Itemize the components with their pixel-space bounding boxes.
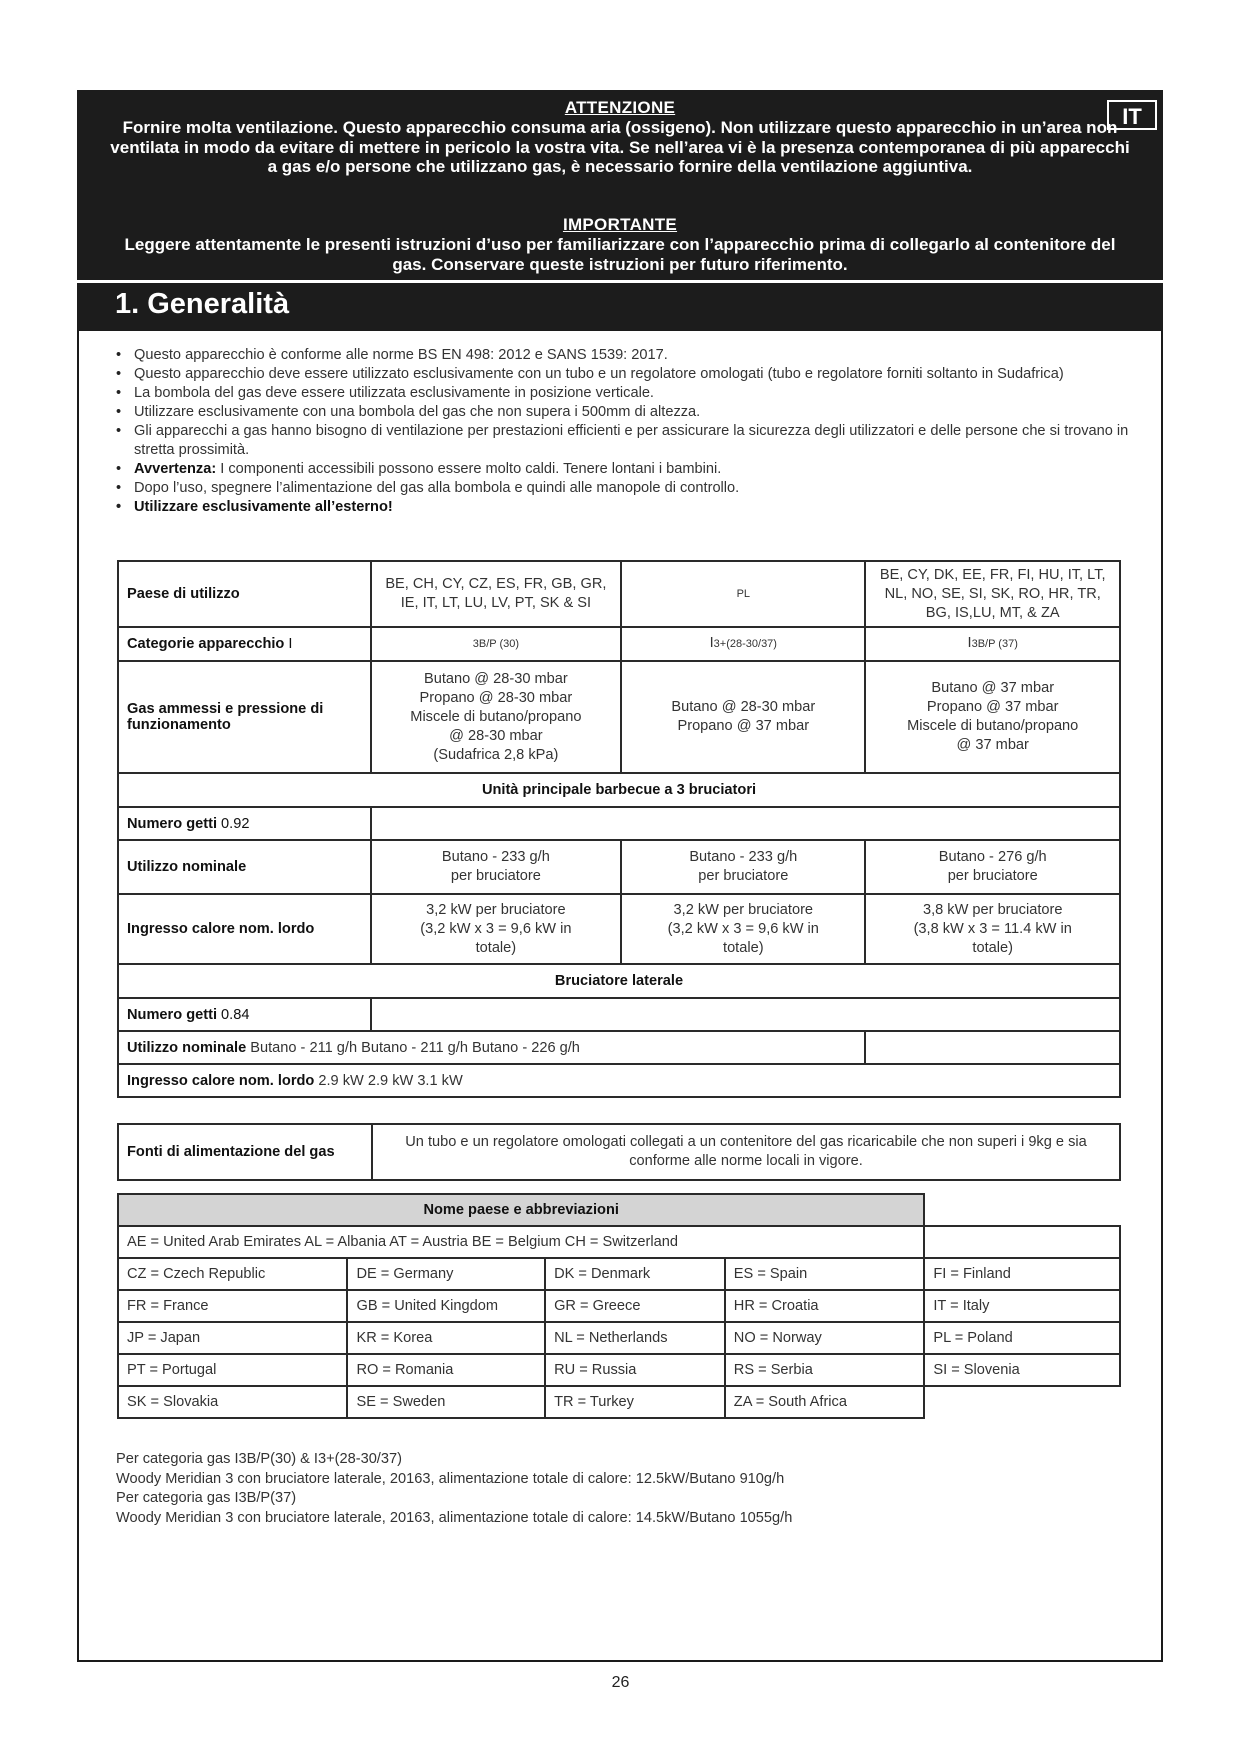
table-row — [118, 1258, 1120, 1290]
table-cell: DE = Germany — [347, 1258, 545, 1290]
note-line: Woody Meridian 3 con bruciatore laterale, 20163, alimentazione totale di calore: 14.5kW/Butano 1055g/h — [116, 1509, 793, 1526]
fuel-text: Un tubo e un regolatore omologati collegati a un contenitore del gas ricaricabile che non superi i 9kg e sia conforme alle norme locali in vigore. — [372, 1124, 1120, 1180]
list-item: • Gli apparecchi a gas hanno bisogno di ventilazione per prestazioni efficienti e per assicurare la sicurezza degli utilizzatori e delle persone che si trovano in stretta prossimità. — [116, 422, 1146, 460]
list-item: • Questo apparecchio è conforme alle norme BS EN 498: 2012 e SANS 1539: 2017. — [116, 346, 1146, 365]
page-number: 26 — [611, 1674, 630, 1691]
important-text: Leggere attentamente le presenti istruzioni d’uso per familiarizzare con l’apparecchio prima di collegarlo al contenitore del gas. Conservare queste istruzioni per futuro riferimento. — [124, 235, 1116, 274]
warning-box — [77, 90, 1163, 280]
warning-item-text: I componenti accessibili possono essere molto caldi. Tenere lontani i bambini. — [216, 461, 722, 477]
category-value: 3B/P (37) — [971, 638, 1018, 650]
country-label: Paese di utilizzo — [118, 561, 371, 627]
table-cell: SI = Slovenia — [924, 1354, 1120, 1386]
category-value: 3+(28-30/37) — [713, 638, 777, 650]
empty-cell — [865, 1031, 1120, 1064]
table-cell: ZA = South Africa — [725, 1386, 925, 1418]
list-item: • La bombola del gas deve essere utilizzata esclusivamente in posizione verticale. — [116, 384, 1146, 403]
gas-cell — [865, 661, 1120, 773]
usage-line: Butano - 233 g/h — [441, 849, 550, 865]
gas-cell — [371, 661, 622, 773]
category-cell — [865, 627, 1120, 661]
table-cell: PL = Poland — [924, 1322, 1120, 1354]
gas-line: Butano @ 28-30 mbar — [423, 670, 568, 687]
category-label — [118, 627, 371, 661]
heat-cell — [865, 894, 1120, 964]
spec-table — [117, 560, 1121, 1098]
table-cell: FI = Finland — [924, 1258, 1120, 1290]
gas-line: Miscele di butano/propano — [410, 708, 582, 725]
gas-line: @ 37 mbar — [956, 737, 1029, 753]
usage-line: per bruciatore — [698, 868, 789, 884]
category-label-text: Categorie apparecchio — [127, 636, 285, 652]
empty-cell — [371, 998, 1120, 1031]
empty-cell — [371, 807, 1120, 840]
heat-line: (3,2 kW x 3 = 9,6 kW in — [667, 920, 819, 937]
jets-main-label — [118, 807, 371, 840]
heat-line: 3,2 kW per bruciatore — [426, 901, 566, 918]
table-cell: GR = Greece — [545, 1290, 725, 1322]
note-line: Per categoria gas I3B/P(37) — [116, 1490, 297, 1506]
jets-main-value: 0.92 — [217, 815, 250, 832]
table-cell: SK = Slovakia — [118, 1386, 347, 1418]
category-cell — [621, 627, 865, 661]
language-badge: IT — [1107, 100, 1157, 130]
usage-side-label: Utilizzo nominale — [127, 1039, 247, 1056]
gas-label: Gas ammessi e pressione di funzionamento — [118, 661, 371, 773]
usage-line: Butano - 276 g/h — [938, 849, 1047, 865]
heat-line: 3,8 kW per bruciatore — [922, 901, 1063, 918]
jets-side-value: 0.84 — [217, 1006, 250, 1023]
gas-line: @ 28-30 mbar — [449, 727, 543, 744]
notes — [116, 1450, 792, 1528]
table-cell: NL = Netherlands — [545, 1322, 725, 1354]
gas-cell — [621, 661, 865, 773]
usage-cell — [371, 840, 622, 894]
country-cell: BE, CY, DK, EE, FR, FI, HU, IT, LT, NL, NO, SE, SI, SK, RO, HR, TR, BG, IS,LU, MT, & ZA — [865, 561, 1120, 627]
usage-line: per bruciatore — [450, 868, 541, 884]
usage-cell — [621, 840, 865, 894]
country-table-title: Nome paese e abbreviazioni — [118, 1194, 924, 1226]
table-cell: KR = Korea — [347, 1322, 545, 1354]
category-symbol: I — [709, 635, 714, 651]
country-table — [117, 1193, 1121, 1419]
table-row — [118, 1386, 1120, 1418]
table-cell: FR = France — [118, 1290, 347, 1322]
table-cell: IT = Italy — [924, 1290, 1120, 1322]
jets-side-label — [118, 998, 371, 1031]
warning-text: Fornire molta ventilazione. Questo apparecchio consuma aria (ossigeno). Non utilizzare questo apparecchio in un’area non ventilata in modo da evitare di mettere in pericolo la vostra vita. Se nell’area vi è la presenza contemporanea di più apparecchi a gas e/o persone che utilizzano gas, è necessario fornire della ventilazione aggiuntiva. — [110, 118, 1130, 176]
jets-label-text: Numero getti — [127, 1006, 217, 1023]
table-cell: GB = United Kingdom — [347, 1290, 545, 1322]
usage-side-row — [118, 1031, 865, 1064]
usage-cell — [865, 840, 1120, 894]
heat-side-row — [118, 1064, 1120, 1097]
bullet-list — [116, 346, 1146, 517]
fuel-table — [117, 1123, 1121, 1181]
usage-line: Butano - 233 g/h — [689, 849, 798, 865]
heat-line: (3,8 kW x 3 = 11.4 kW in — [913, 920, 1072, 937]
table-cell: PT = Portugal — [118, 1354, 347, 1386]
gas-line: Propano @ 37 mbar — [677, 718, 810, 734]
table-cell — [924, 1386, 1120, 1418]
note-line: Per categoria gas I3B/P(30) & I3+(28-30/37) — [116, 1451, 402, 1467]
list-item — [116, 460, 1146, 479]
table-cell: NO = Norway — [725, 1322, 925, 1354]
section-header — [77, 283, 1163, 331]
heat-cell — [371, 894, 622, 964]
table-cell: ES = Spain — [725, 1258, 925, 1290]
heat-line: totale) — [475, 939, 517, 956]
heat-side-value: 2.9 kW 2.9 kW 3.1 kW — [314, 1072, 463, 1089]
table-cell: RO = Romania — [347, 1354, 545, 1386]
empty-cell — [924, 1226, 1120, 1258]
gas-line: (Sudafrica 2,8 kPa) — [433, 746, 559, 763]
gas-line: Miscele di butano/propano — [907, 718, 1079, 734]
table-cell: HR = Croatia — [725, 1290, 925, 1322]
side-burner-heading: Bruciatore laterale — [118, 964, 1120, 998]
warning-title: ATTENZIONE — [564, 98, 676, 117]
gas-line: Butano @ 28-30 mbar — [671, 699, 816, 715]
table-row — [118, 1290, 1120, 1322]
table-cell: DK = Denmark — [545, 1258, 725, 1290]
table-cell: RS = Serbia — [725, 1354, 925, 1386]
list-item: • Utilizzare esclusivamente all’esterno! — [116, 498, 1146, 517]
important-title: IMPORTANTE — [562, 215, 678, 234]
category-label-suffix: I — [284, 636, 293, 652]
heat-line: totale) — [723, 939, 764, 956]
heat-line: totale) — [972, 939, 1013, 956]
gas-line: Propano @ 28-30 mbar — [419, 689, 573, 706]
category-cell: 3B/P (30) — [371, 627, 622, 661]
gas-line: Butano @ 37 mbar — [931, 680, 1055, 696]
warning-label: Avvertenza: — [134, 461, 217, 477]
usage-line: per bruciatore — [947, 868, 1038, 884]
heat-side-label: Ingresso calore nom. lordo — [127, 1072, 315, 1089]
table-cell: RU = Russia — [545, 1354, 725, 1386]
empty-cell — [924, 1194, 1120, 1226]
gas-line: Propano @ 37 mbar — [926, 699, 1059, 715]
list-item: • Questo apparecchio deve essere utilizzato esclusivamente con un tubo e un regolatore omologati (tubo e regolatore forniti soltanto in Sudafrica) — [116, 365, 1146, 384]
heat-label: Ingresso calore nom. lordo — [118, 894, 371, 964]
list-item: • Utilizzare esclusivamente con una bombola del gas che non supera i 500mm di altezza. — [116, 403, 1146, 422]
table-cell: SE = Sweden — [347, 1386, 545, 1418]
heat-line: (3,2 kW x 3 = 9,6 kW in — [420, 920, 572, 937]
table-row — [118, 1322, 1120, 1354]
list-item: • Dopo l’uso, spegnere l’alimentazione del gas alla bombola e quindi alle manopole di controllo. — [116, 479, 1146, 498]
heat-cell — [621, 894, 865, 964]
main-unit-heading: Unità principale barbecue a 3 bruciatori — [118, 773, 1120, 807]
category-symbol: I — [967, 635, 972, 651]
usage-side-value: Butano - 211 g/h Butano - 211 g/h Butano - 226 g/h — [246, 1039, 580, 1056]
country-cell: BE, CH, CY, CZ, ES, FR, GB, GR, IE, IT, LT, LU, LV, PT, SK & SI — [371, 561, 622, 627]
usage-label: Utilizzo nominale — [118, 840, 371, 894]
section-title: 1. Generalità — [115, 288, 290, 320]
heat-line: 3,2 kW per bruciatore — [673, 901, 814, 918]
jets-label-text: Numero getti — [127, 815, 217, 832]
note-line: Woody Meridian 3 con bruciatore laterale, 20163, alimentazione totale di calore: 12.5kW/Butano 910g/h — [116, 1470, 785, 1487]
table-cell: CZ = Czech Republic — [118, 1258, 347, 1290]
table-cell: TR = Turkey — [545, 1386, 725, 1418]
table-cell: JP = Japan — [118, 1322, 347, 1354]
table-row: AE = United Arab Emirates AL = Albania AT = Austria BE = Belgium CH = Switzerland — [118, 1226, 924, 1258]
country-cell: PL — [621, 561, 865, 627]
table-row — [118, 1354, 1120, 1386]
fuel-label: Fonti di alimentazione del gas — [118, 1124, 372, 1180]
